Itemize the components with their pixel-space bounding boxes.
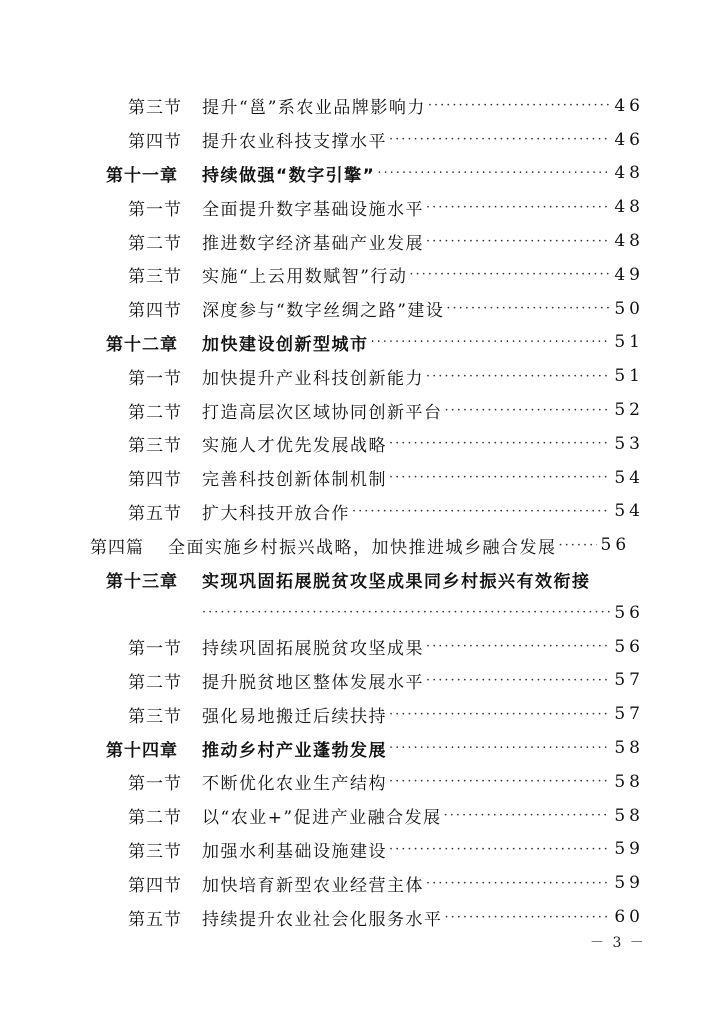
toc-entry-number: 第十一章	[106, 165, 178, 186]
toc-entry-page: 48	[614, 163, 644, 184]
toc-entry-number: 第三节	[128, 841, 182, 862]
page-number: － 3 －	[590, 935, 646, 951]
toc-leader-dots	[426, 673, 610, 688]
toc-section-entry	[0, 765, 724, 799]
toc-entry-page: 58	[614, 771, 644, 792]
toc-leader-dots	[389, 774, 610, 789]
toc-leader-dots	[445, 403, 611, 418]
toc-leader-dots	[389, 470, 610, 485]
toc-entry-page: 57	[614, 704, 644, 725]
toc-section-entry	[0, 495, 724, 529]
toc-section-entry	[0, 123, 724, 157]
toc-entry-number: 第一节	[128, 774, 182, 795]
toc-entry-number: 第二节	[128, 402, 182, 423]
toc-entry-number: 第四节	[128, 470, 182, 491]
toc-entry-page: 49	[614, 264, 644, 285]
toc-entry-title: 实施“上云用数赋智”行动	[202, 267, 408, 288]
toc-entry-number: 第十四章	[106, 740, 178, 761]
toc-section-entry	[0, 292, 724, 326]
toc-entry-number: 第十二章	[106, 334, 178, 355]
toc-leader-dots	[389, 842, 610, 857]
toc-entry-page: 57	[614, 670, 644, 691]
toc-chapter-entry	[0, 562, 724, 596]
toc-entry-page: 60	[614, 907, 644, 928]
toc-entry-page: 54	[614, 467, 644, 488]
toc-entry-page: 48	[614, 231, 644, 252]
toc-entry-number: 第三节	[128, 706, 182, 727]
toc-section-entry	[0, 427, 724, 461]
toc-leader-dots	[426, 369, 610, 384]
toc-section-entry	[0, 697, 724, 731]
toc-entry-title: 持续巩固拓展脱贫攻坚成果	[202, 639, 424, 660]
toc-entry-title: 持续提升农业社会化服务水平	[202, 909, 443, 930]
toc-section-entry	[0, 258, 724, 292]
toc-entry-title: 全面提升数字基础设施水平	[202, 199, 424, 220]
toc-leader-dots	[446, 301, 610, 316]
toc-entry-title: 实现巩固拓展脱贫攻坚成果同乡村振兴有效衔接	[202, 571, 591, 592]
toc-entry-page: 56	[600, 535, 631, 556]
toc-entry-title: 打造高层次区域协同创新平台	[202, 402, 443, 423]
toc-chapter-entry	[0, 157, 724, 191]
toc-chapter-entry	[0, 326, 724, 360]
toc-entry-page: 56	[614, 602, 644, 623]
toc-leader-dots	[202, 605, 610, 620]
toc-entry-page: 48	[614, 197, 644, 218]
toc-entry-page: 59	[614, 839, 644, 860]
toc-entry-title: 推动乡村产业蓬勃发展	[202, 740, 387, 761]
toc-entry-number: 第二节	[128, 233, 182, 254]
toc-entry-title: 扩大科技开放合作	[202, 503, 350, 524]
toc-leader-dots	[445, 910, 611, 925]
toc-section-entry	[0, 190, 724, 224]
toc-entry-title: 实施人才优先发展战略	[202, 436, 387, 457]
toc-leader-dots	[444, 808, 611, 823]
toc-entry-number: 第四篇	[90, 537, 144, 558]
toc-section-entry	[0, 461, 724, 495]
toc-entry-title: 以“农业+”促进产业融合发展	[202, 808, 442, 829]
toc-leader-dots	[389, 741, 610, 756]
toc-entry-title: 提升农业科技支撑水平	[202, 132, 387, 153]
toc-section-entry	[0, 866, 724, 900]
toc-section-entry	[0, 89, 724, 123]
toc-chapter-entry	[0, 731, 724, 765]
toc-entry-number: 第五节	[128, 503, 182, 524]
toc-entry-number: 第二节	[128, 808, 182, 829]
toc-entry-title: 加快培育新型农业经营主体	[202, 875, 424, 896]
toc-leader-dots	[428, 98, 610, 113]
toc-section-entry	[0, 359, 724, 393]
toc-entry-number: 第三节	[128, 267, 182, 288]
toc-entry-number: 第一节	[128, 639, 182, 660]
toc-entry-title: 提升脱贫地区整体发展水平	[202, 672, 424, 693]
toc-entry-title: 深度参与“数字丝绸之路”建设	[202, 301, 445, 322]
toc-entry-page: 58	[614, 738, 644, 759]
toc-entry-number: 第十三章	[106, 571, 178, 592]
table-of-contents	[0, 89, 724, 934]
toc-part-entry	[0, 528, 724, 562]
toc-entry-page: 58	[614, 805, 644, 826]
toc-leader-dots	[389, 436, 610, 451]
toc-chapter-continuation	[0, 596, 724, 630]
toc-section-entry	[0, 630, 724, 664]
toc-leader-dots	[426, 234, 610, 249]
toc-section-entry	[0, 900, 724, 934]
toc-entry-page: 51	[614, 366, 644, 387]
toc-entry-title: 持续做强“数字引擎”	[202, 165, 376, 186]
toc-entry-title: 提升“邕”系农业品牌影响力	[202, 98, 426, 119]
toc-entry-number: 第五节	[128, 909, 182, 930]
toc-leader-dots	[409, 267, 610, 282]
toc-entry-title: 推进数字经济基础产业发展	[202, 233, 424, 254]
toc-entry-page: 50	[614, 298, 644, 319]
toc-leader-dots	[426, 876, 610, 891]
toc-entry-number: 第四节	[128, 132, 182, 153]
toc-entry-title: 全面实施乡村振兴战略，加快推进城乡融合发展	[168, 537, 557, 558]
toc-leader-dots	[389, 132, 610, 147]
toc-leader-dots	[559, 538, 597, 553]
toc-entry-page: 52	[614, 400, 644, 421]
toc-section-entry	[0, 799, 724, 833]
toc-entry-number: 第四节	[128, 301, 182, 322]
toc-entry-number: 第三节	[128, 98, 182, 119]
toc-entry-title: 加快建设创新型城市	[202, 334, 369, 355]
toc-leader-dots	[371, 335, 611, 350]
toc-leader-dots	[426, 200, 610, 215]
toc-leader-dots	[426, 639, 610, 654]
toc-section-entry	[0, 224, 724, 258]
toc-entry-page: 46	[614, 129, 644, 150]
toc-entry-number: 第二节	[128, 672, 182, 693]
toc-leader-dots	[389, 707, 610, 722]
toc-entry-number: 第四节	[128, 875, 182, 896]
toc-leader-dots	[352, 504, 610, 519]
toc-entry-title: 加快提升产业科技创新能力	[202, 368, 424, 389]
toc-entry-page: 51	[614, 332, 644, 353]
toc-entry-title: 加强水利基础设施建设	[202, 841, 387, 862]
toc-leader-dots	[377, 166, 610, 181]
toc-entry-number: 第一节	[128, 199, 182, 220]
toc-entry-number: 第一节	[128, 368, 182, 389]
toc-entry-page: 59	[614, 873, 644, 894]
toc-entry-page: 54	[614, 501, 644, 522]
toc-entry-page: 56	[614, 636, 644, 657]
toc-entry-page: 46	[614, 95, 644, 116]
toc-entry-number: 第三节	[128, 436, 182, 457]
toc-section-entry	[0, 664, 724, 698]
toc-entry-page: 53	[614, 433, 644, 454]
toc-section-entry	[0, 393, 724, 427]
toc-section-entry	[0, 833, 724, 867]
toc-entry-title: 完善科技创新体制机制	[202, 470, 387, 491]
toc-entry-title: 不断优化农业生产结构	[202, 774, 387, 795]
toc-entry-title: 强化易地搬迁后续扶持	[202, 706, 387, 727]
